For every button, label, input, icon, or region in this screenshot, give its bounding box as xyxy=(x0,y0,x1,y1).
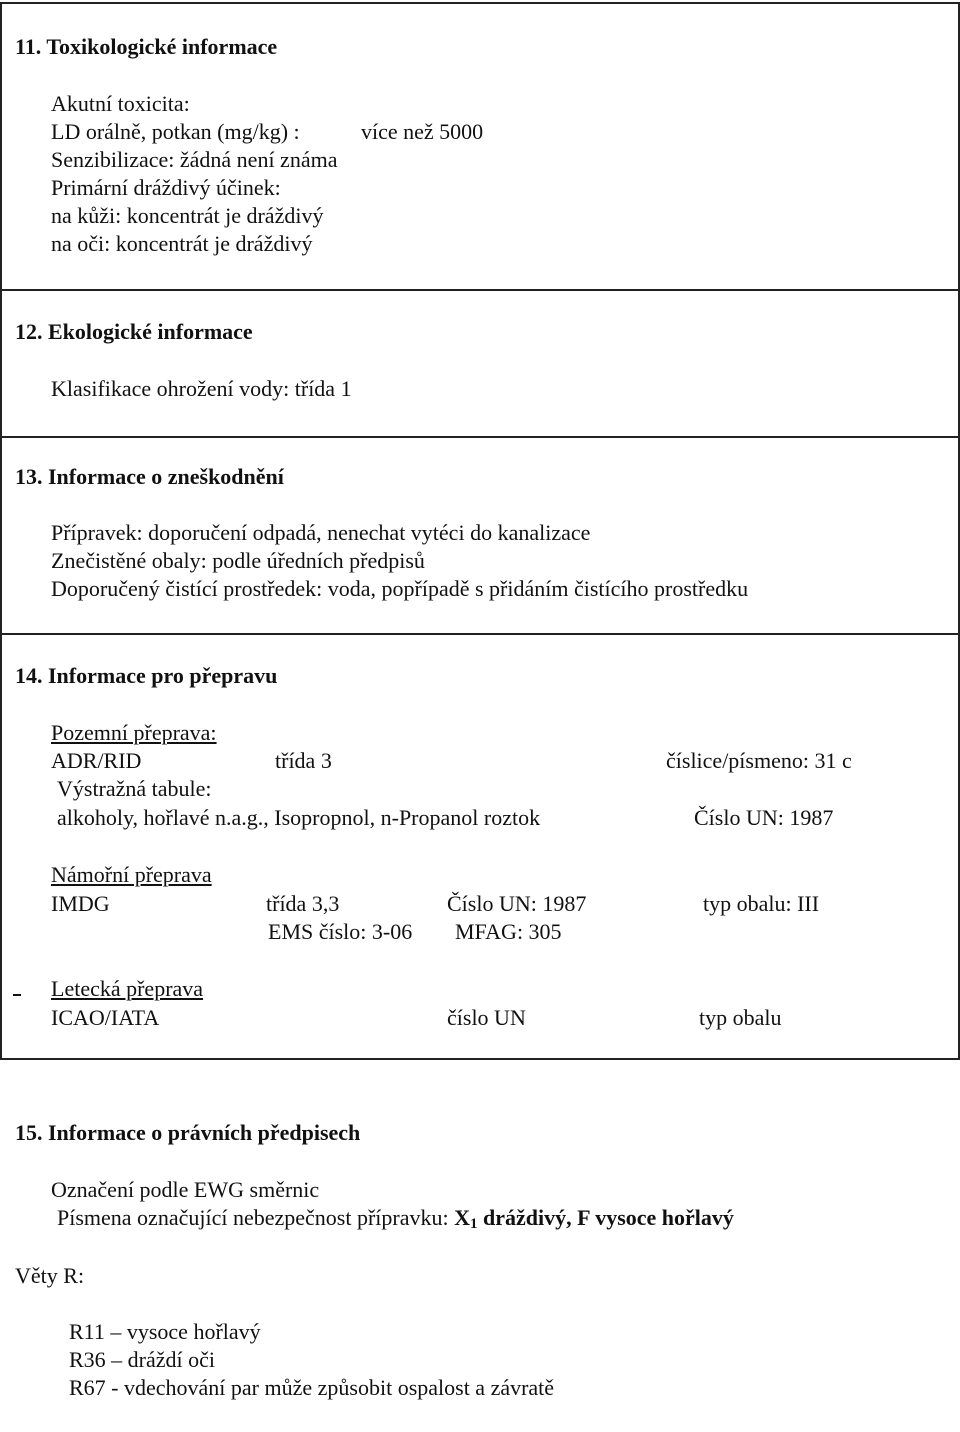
air-un-number: číslo UN xyxy=(447,1005,526,1030)
hazard-letter-x-subscript: 1 xyxy=(469,1216,478,1232)
hazard-letter-x: X xyxy=(454,1205,470,1230)
section-14-bottom-border xyxy=(0,1058,960,1060)
sea-un-number: Číslo UN: 1987 xyxy=(447,891,587,916)
hazard-letters-value: dráždivý, F vysoce hořlavý xyxy=(477,1205,734,1230)
ewg-label: Označení podle EWG směrnic xyxy=(51,1177,320,1202)
r36-phrase: R36 – dráždí oči xyxy=(69,1347,216,1372)
r-phrases-label: Věty R: xyxy=(15,1263,85,1288)
icao-iata-label: ICAO/IATA xyxy=(51,1005,160,1030)
section-11-heading: 11. Toxikologické informace xyxy=(15,34,278,59)
sensitization-text: Senzibilizace: žádná není známa xyxy=(51,147,338,172)
land-class: třída 3 xyxy=(275,748,332,773)
eye-effect-text: na oči: koncentrát je dráždivý xyxy=(51,231,313,256)
land-description: alkoholy, hořlavé n.a.g., Isopropnol, n-Propanol roztok xyxy=(57,805,541,830)
section-13-heading: 13. Informace o zneškodnění xyxy=(15,464,284,489)
ld-label: LD orálně, potkan (mg/kg) : xyxy=(51,119,300,144)
air-transport-title: Letecká přeprava xyxy=(51,976,204,1001)
section-14-heading: 14. Informace pro přepravu xyxy=(15,663,278,688)
r11-phrase: R11 – vysoce hořlavý xyxy=(69,1319,261,1344)
air-packaging-type: typ obalu xyxy=(699,1005,782,1030)
land-code: číslice/písmeno: 31 c xyxy=(666,748,852,773)
warning-plate-label: Výstražná tabule: xyxy=(57,776,212,801)
adr-rid-label: ADR/RID xyxy=(51,748,142,773)
hazard-letters-label: Písmena označující nebezpečnost přípravku: xyxy=(57,1205,449,1230)
mfag-number: MFAG: 305 xyxy=(455,919,562,944)
section-15-heading: 15. Informace o právních předpisech xyxy=(15,1120,361,1145)
land-un-number: Číslo UN: 1987 xyxy=(694,805,834,830)
packaging-disposal-text: Znečistěné obaly: podle úředních předpisů xyxy=(51,548,425,573)
preparation-disposal-text: Přípravek: doporučení odpadá, nenechat vytéci do kanalizace xyxy=(51,520,591,545)
acute-toxicity-label: Akutní toxicita: xyxy=(51,91,190,116)
primary-effect-label: Primární dráždivý účinek: xyxy=(51,175,281,200)
imdg-label: IMDG xyxy=(51,891,110,916)
section-12-box xyxy=(0,289,960,436)
hazard-letters-line xyxy=(57,1205,734,1237)
r67-phrase: R67 - vdechování par může způsobit ospalost a závratě xyxy=(69,1375,555,1400)
sea-transport-title: Námořní přeprava xyxy=(51,862,212,887)
ems-number: EMS číslo: 3-06 xyxy=(268,919,413,944)
section-12-heading: 12. Ekologické informace xyxy=(15,319,253,344)
sea-packaging-type: typ obalu: III xyxy=(703,891,820,916)
ld-value: více než 5000 xyxy=(361,119,484,144)
cleaning-agent-text: Doporučený čistící prostředek: voda, popřípadě s přidáním čistícího prostředku xyxy=(51,576,749,601)
dash-mark xyxy=(13,994,21,996)
water-hazard-text: Klasifikace ohrožení vody: třída 1 xyxy=(51,376,352,401)
land-transport-title: Pozemní přeprava: xyxy=(51,720,217,745)
sea-class: třída 3,3 xyxy=(266,891,340,916)
skin-effect-text: na kůži: koncentrát je dráždivý xyxy=(51,203,324,228)
